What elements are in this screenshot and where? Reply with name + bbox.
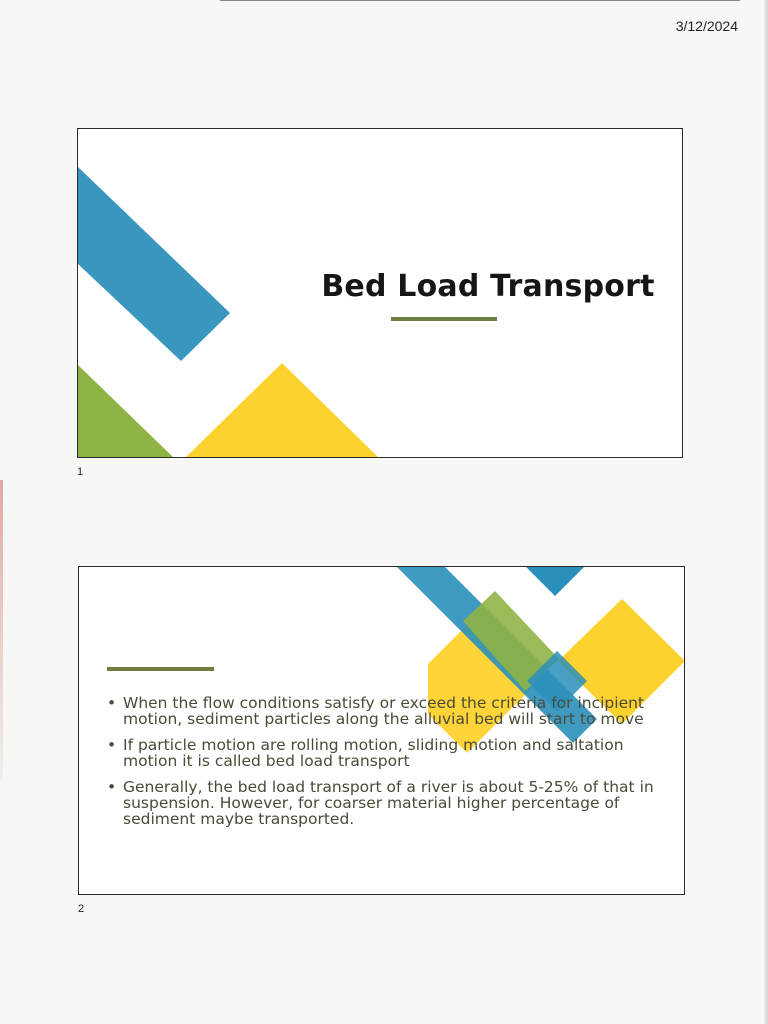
title-underline-rule <box>391 317 497 321</box>
slide-2-thumbnail <box>78 566 685 895</box>
blue-triangle-top <box>526 567 584 596</box>
bullet-list <box>105 695 667 837</box>
bullet-item <box>105 695 667 727</box>
yellow-triangle <box>186 363 378 457</box>
slide-number-2: 2 <box>78 903 85 915</box>
bullet-dot: • <box>107 736 117 754</box>
bullet-item <box>105 737 667 769</box>
page-edge-shadow <box>0 480 3 780</box>
bullet-dot: • <box>107 778 117 796</box>
heading-rule <box>107 667 214 671</box>
slide-1-thumbnail <box>77 128 683 458</box>
blue-diagonal-band <box>78 167 230 361</box>
print-date: 3/12/2024 <box>675 18 738 34</box>
bullet-text: If particle motion are rolling motion, sliding motion and saltation motion it is called bed load transport <box>123 736 624 770</box>
green-triangle <box>78 365 173 457</box>
slide-number-1: 1 <box>77 466 84 478</box>
bullet-text: When the flow conditions satisfy or exceed the criteria for incipient motion, sediment particles along the alluvial bed will start to move <box>123 694 645 728</box>
scan-top-line <box>220 0 740 1</box>
bullet-text: Generally, the bed load transport of a river is about 5-25% of that in suspension. However, for coarser material higher percentage of sediment maybe transported. <box>123 778 654 828</box>
slide-title: Bed Load Transport <box>321 269 655 304</box>
bullet-item <box>105 779 667 827</box>
bullet-dot: • <box>107 694 117 712</box>
page-edge-right <box>764 0 768 1024</box>
